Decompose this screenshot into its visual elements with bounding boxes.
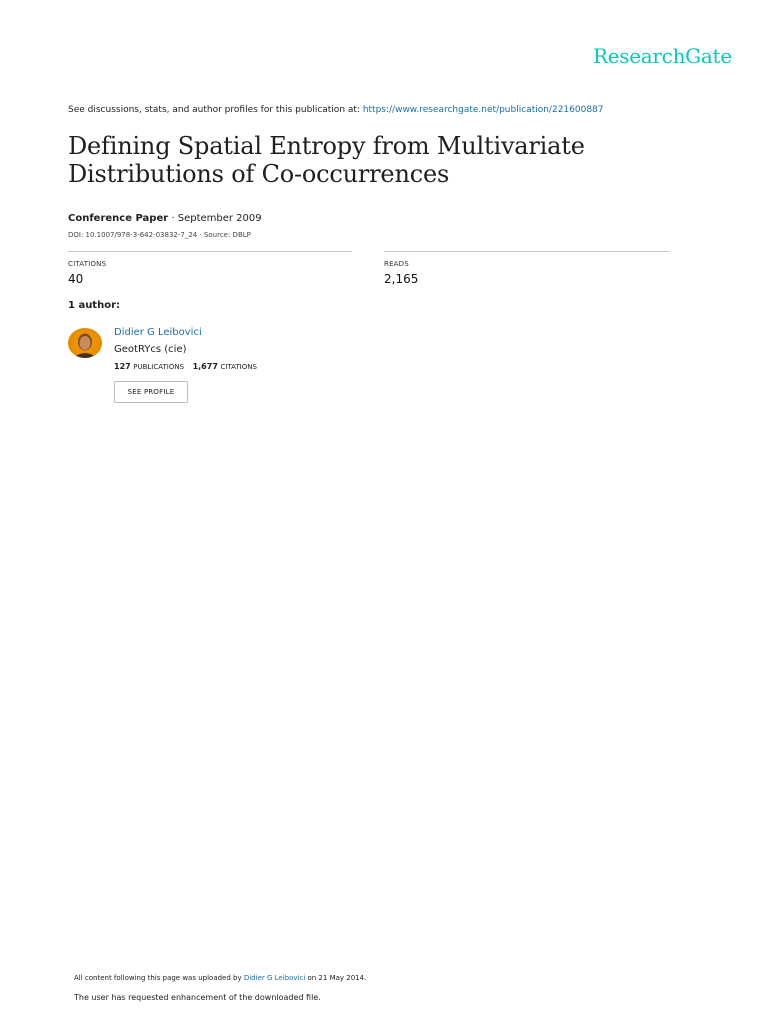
citations-label: CITATIONS [68,260,107,268]
publication-link[interactable]: https://www.researchgate.net/publication/221600887 [362,105,604,115]
meta-separator: · [168,213,178,224]
upload-suffix: on 21 May 2014. [305,974,367,982]
enhancement-note: The user has requested enhancement of the downloaded file. [74,993,321,1002]
citations-divider [68,251,352,252]
see-profile-button[interactable]: SEE PROFILE [114,381,188,403]
doi-source-line: DOI: 10.1007/978-3-642-03832-7_24 · Source: DBLP [68,231,251,239]
reads-count: 2,165 [384,272,419,286]
discussions-notice [68,105,604,115]
researchgate-logo[interactable]: ResearchGate [593,44,732,68]
title-line-2: Distributions of Co-occurrences [68,160,450,188]
author-citations-count: 1,677 [192,362,218,371]
upload-notice [74,974,366,982]
avatar-portrait-icon [68,328,102,358]
reads-divider [384,251,670,252]
paper-date: September 2009 [177,213,262,224]
uploader-link[interactable]: Didier G Leibovici [243,974,306,982]
citations-count: 40 [68,272,84,286]
reads-label: READS [384,260,409,268]
author-institution: GeotRYcs (cie) [114,344,187,355]
paper-title [68,132,688,188]
author-publications-label: PUBLICATIONS [133,363,185,371]
author-stats [114,362,263,371]
paper-meta [68,213,262,224]
author-name-link[interactable]: Didier G Leibovici [114,327,202,338]
discussions-text: See discussions, stats, and author profiles for this publication at: [68,105,363,115]
authors-heading: 1 author: [68,300,121,311]
title-line-1: Defining Spatial Entropy from Multivariate [68,132,585,160]
author-avatar[interactable] [68,328,102,358]
author-publications-count: 127 [114,362,131,371]
author-citations-label: CITATIONS [220,363,257,371]
paper-type: Conference Paper [68,213,169,224]
upload-prefix: All content following this page was uploaded by [74,974,244,982]
